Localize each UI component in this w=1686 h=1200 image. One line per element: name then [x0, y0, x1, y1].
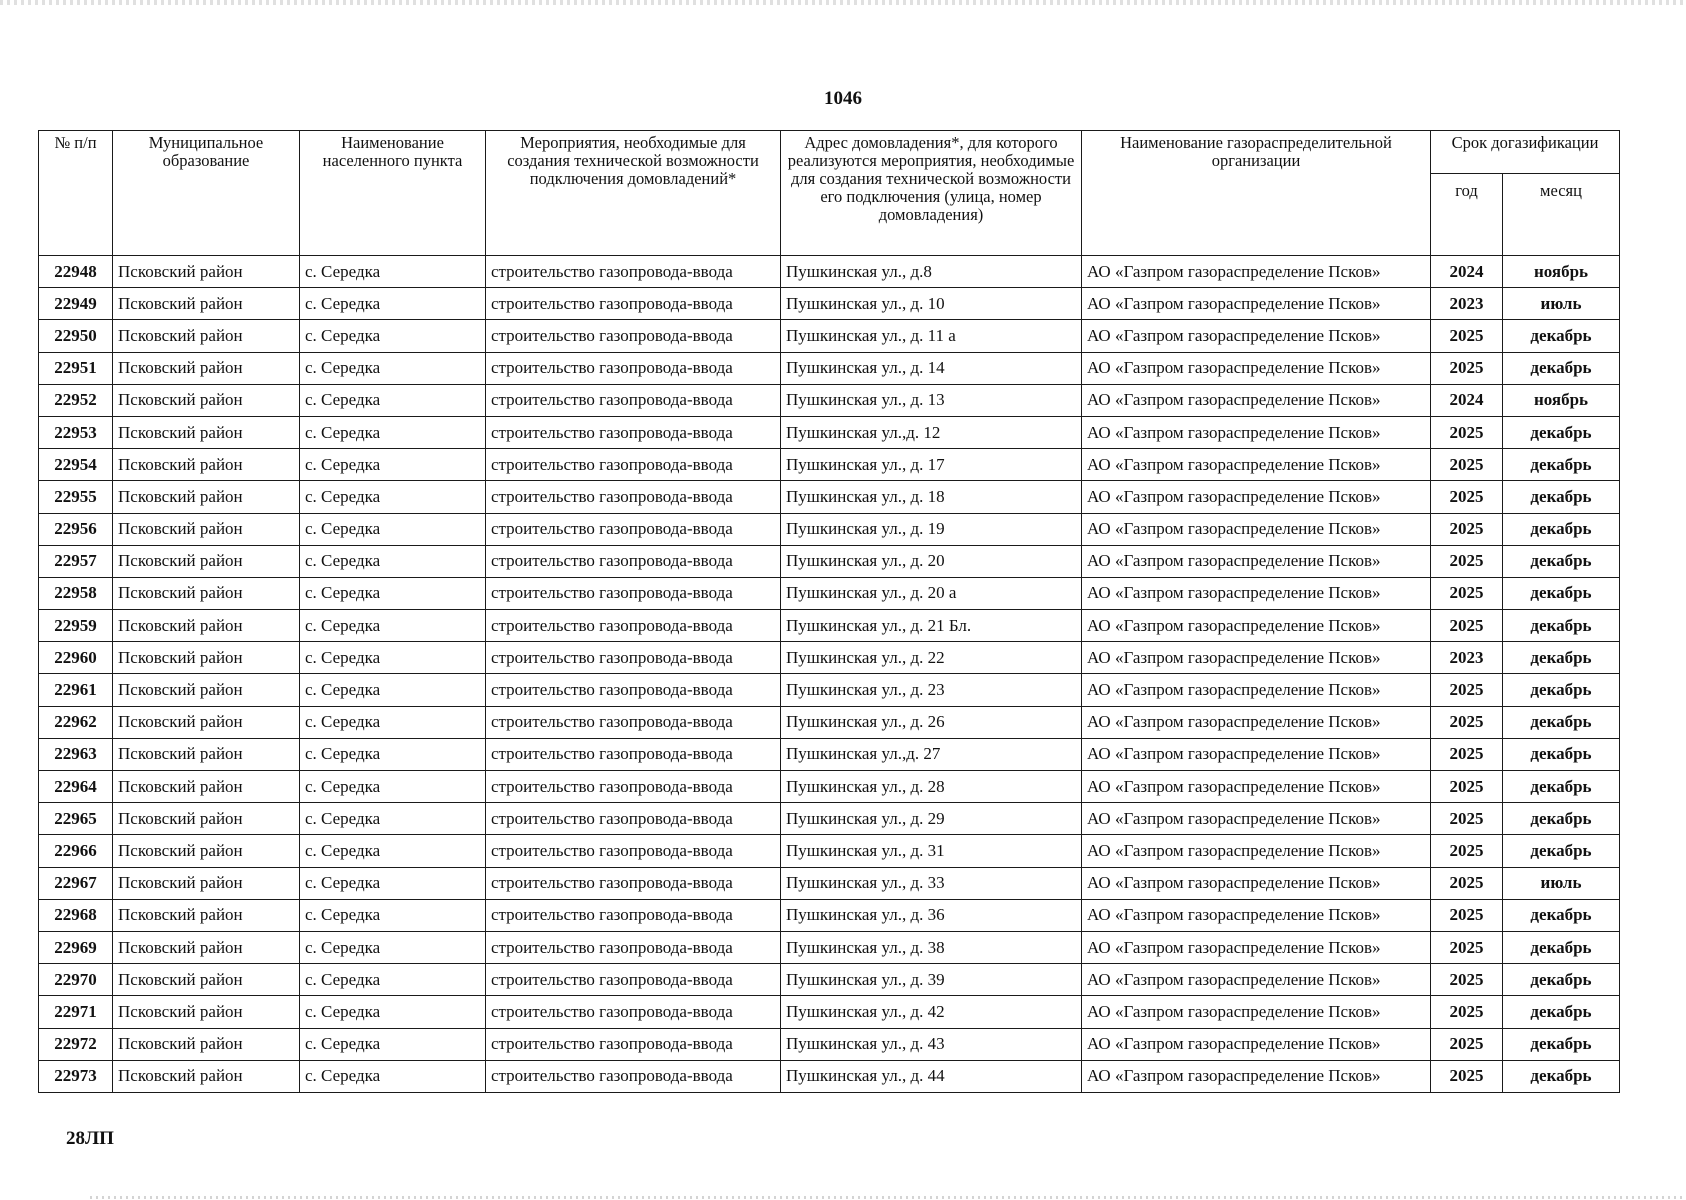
cell-month: декабрь [1503, 513, 1620, 545]
cell-municipality: Псковский район [113, 738, 300, 770]
cell-month: ноябрь [1503, 384, 1620, 416]
cell-settlement: с. Середка [300, 835, 486, 867]
cell-month: декабрь [1503, 771, 1620, 803]
cell-address: Пушкинская ул., д. 43 [781, 1028, 1082, 1060]
cell-settlement: с. Середка [300, 513, 486, 545]
page-number: 1046 [824, 88, 862, 109]
cell-municipality: Псковский район [113, 706, 300, 738]
cell-organization: АО «Газпром газораспределение Псков» [1082, 513, 1431, 545]
cell-address: Пушкинская ул., д. 26 [781, 706, 1082, 738]
table-row [39, 996, 1620, 1028]
cell-measures: строительство газопровода-ввода [486, 771, 781, 803]
cell-measures: строительство газопровода-ввода [486, 416, 781, 448]
scan-edge-top [0, 0, 1686, 5]
cell-num: 22952 [39, 384, 113, 416]
cell-measures: строительство газопровода-ввода [486, 738, 781, 770]
cell-month: декабрь [1503, 610, 1620, 642]
cell-month: декабрь [1503, 738, 1620, 770]
cell-organization: АО «Газпром газораспределение Псков» [1082, 256, 1431, 288]
cell-address: Пушкинская ул., д. 20 [781, 545, 1082, 577]
cell-municipality: Псковский район [113, 320, 300, 352]
cell-year: 2025 [1431, 738, 1503, 770]
cell-organization: АО «Газпром газораспределение Псков» [1082, 288, 1431, 320]
cell-address: Пушкинская ул., д. 11 а [781, 320, 1082, 352]
table-row [39, 803, 1620, 835]
cell-organization: АО «Газпром газораспределение Псков» [1082, 771, 1431, 803]
cell-year: 2025 [1431, 964, 1503, 996]
cell-address: Пушкинская ул., д. 31 [781, 835, 1082, 867]
cell-year: 2025 [1431, 803, 1503, 835]
cell-address: Пушкинская ул., д. 42 [781, 996, 1082, 1028]
cell-month: декабрь [1503, 352, 1620, 384]
table-row [39, 384, 1620, 416]
cell-year: 2025 [1431, 449, 1503, 481]
cell-municipality: Псковский район [113, 352, 300, 384]
cell-municipality: Псковский район [113, 996, 300, 1028]
cell-address: Пушкинская ул., д. 22 [781, 642, 1082, 674]
cell-organization: АО «Газпром газораспределение Псков» [1082, 803, 1431, 835]
cell-measures: строительство газопровода-ввода [486, 256, 781, 288]
cell-address: Пушкинская ул., д. 33 [781, 867, 1082, 899]
table-row [39, 899, 1620, 931]
table-row [39, 256, 1620, 288]
cell-year: 2025 [1431, 1060, 1503, 1092]
cell-num: 22969 [39, 931, 113, 963]
cell-organization: АО «Газпром газораспределение Псков» [1082, 964, 1431, 996]
cell-address: Пушкинская ул., д. 29 [781, 803, 1082, 835]
cell-num: 22971 [39, 996, 113, 1028]
cell-year: 2025 [1431, 481, 1503, 513]
cell-settlement: с. Середка [300, 964, 486, 996]
cell-municipality: Псковский район [113, 449, 300, 481]
cell-measures: строительство газопровода-ввода [486, 1060, 781, 1092]
header-settlement: Наименование населенного пункта [300, 131, 486, 256]
cell-settlement: с. Середка [300, 996, 486, 1028]
cell-measures: строительство газопровода-ввода [486, 481, 781, 513]
cell-settlement: с. Середка [300, 642, 486, 674]
cell-measures: строительство газопровода-ввода [486, 996, 781, 1028]
table-row [39, 1028, 1620, 1060]
cell-month: декабрь [1503, 996, 1620, 1028]
table-row [39, 577, 1620, 609]
cell-year: 2025 [1431, 352, 1503, 384]
cell-year: 2025 [1431, 835, 1503, 867]
table-row [39, 288, 1620, 320]
cell-month: декабрь [1503, 320, 1620, 352]
cell-year: 2025 [1431, 416, 1503, 448]
cell-num: 22950 [39, 320, 113, 352]
cell-year: 2024 [1431, 256, 1503, 288]
cell-num: 22954 [39, 449, 113, 481]
cell-address: Пушкинская ул.,д. 27 [781, 738, 1082, 770]
table-row [39, 545, 1620, 577]
cell-municipality: Псковский район [113, 931, 300, 963]
cell-organization: АО «Газпром газораспределение Псков» [1082, 642, 1431, 674]
cell-municipality: Псковский район [113, 256, 300, 288]
cell-measures: строительство газопровода-ввода [486, 964, 781, 996]
cell-settlement: с. Середка [300, 803, 486, 835]
cell-settlement: с. Середка [300, 771, 486, 803]
cell-num: 22948 [39, 256, 113, 288]
cell-address: Пушкинская ул., д. 19 [781, 513, 1082, 545]
cell-municipality: Псковский район [113, 545, 300, 577]
cell-year: 2025 [1431, 899, 1503, 931]
cell-municipality: Псковский район [113, 867, 300, 899]
cell-settlement: с. Середка [300, 1060, 486, 1092]
header-organization: Наименование газораспределительной организации [1082, 131, 1431, 256]
cell-month: декабрь [1503, 481, 1620, 513]
cell-address: Пушкинская ул., д. 20 а [781, 577, 1082, 609]
cell-month: декабрь [1503, 706, 1620, 738]
cell-measures: строительство газопровода-ввода [486, 642, 781, 674]
header-municipality: Муниципальное образование [113, 131, 300, 256]
cell-year: 2025 [1431, 771, 1503, 803]
cell-municipality: Псковский район [113, 803, 300, 835]
cell-month: июль [1503, 288, 1620, 320]
cell-settlement: с. Середка [300, 931, 486, 963]
cell-measures: строительство газопровода-ввода [486, 449, 781, 481]
cell-organization: АО «Газпром газораспределение Псков» [1082, 1060, 1431, 1092]
header-deadline: Срок догазификации [1431, 131, 1620, 174]
cell-measures: строительство газопровода-ввода [486, 835, 781, 867]
cell-municipality: Псковский район [113, 610, 300, 642]
cell-settlement: с. Середка [300, 352, 486, 384]
cell-measures: строительство газопровода-ввода [486, 513, 781, 545]
cell-month: июль [1503, 867, 1620, 899]
cell-organization: АО «Газпром газораспределение Псков» [1082, 320, 1431, 352]
cell-organization: АО «Газпром газораспределение Псков» [1082, 449, 1431, 481]
cell-municipality: Псковский район [113, 513, 300, 545]
cell-num: 22949 [39, 288, 113, 320]
cell-settlement: с. Середка [300, 288, 486, 320]
cell-num: 22953 [39, 416, 113, 448]
cell-measures: строительство газопровода-ввода [486, 1028, 781, 1060]
cell-year: 2025 [1431, 545, 1503, 577]
cell-organization: АО «Газпром газораспределение Псков» [1082, 416, 1431, 448]
cell-month: декабрь [1503, 642, 1620, 674]
cell-num: 22963 [39, 738, 113, 770]
cell-month: декабрь [1503, 1060, 1620, 1092]
cell-num: 22956 [39, 513, 113, 545]
cell-settlement: с. Середка [300, 867, 486, 899]
cell-year: 2023 [1431, 288, 1503, 320]
cell-organization: АО «Газпром газораспределение Псков» [1082, 996, 1431, 1028]
cell-month: ноябрь [1503, 256, 1620, 288]
cell-measures: строительство газопровода-ввода [486, 384, 781, 416]
table-body [39, 256, 1620, 1093]
cell-municipality: Псковский район [113, 416, 300, 448]
cell-settlement: с. Середка [300, 577, 486, 609]
cell-month: декабрь [1503, 964, 1620, 996]
cell-organization: АО «Газпром газораспределение Псков» [1082, 674, 1431, 706]
cell-measures: строительство газопровода-ввода [486, 320, 781, 352]
cell-month: декабрь [1503, 803, 1620, 835]
cell-settlement: с. Середка [300, 384, 486, 416]
table-row [39, 513, 1620, 545]
header-year: год [1431, 174, 1503, 256]
cell-settlement: с. Середка [300, 256, 486, 288]
cell-settlement: с. Середка [300, 449, 486, 481]
cell-municipality: Псковский район [113, 835, 300, 867]
cell-measures: строительство газопровода-ввода [486, 610, 781, 642]
cell-measures: строительство газопровода-ввода [486, 674, 781, 706]
cell-num: 22957 [39, 545, 113, 577]
gasification-table-wrap [38, 130, 1619, 1093]
table-row [39, 481, 1620, 513]
cell-year: 2025 [1431, 1028, 1503, 1060]
cell-year: 2025 [1431, 320, 1503, 352]
cell-municipality: Псковский район [113, 771, 300, 803]
cell-year: 2023 [1431, 642, 1503, 674]
cell-organization: АО «Газпром газораспределение Псков» [1082, 481, 1431, 513]
header-num: № п/п [39, 131, 113, 256]
cell-year: 2025 [1431, 513, 1503, 545]
cell-num: 22964 [39, 771, 113, 803]
cell-year: 2025 [1431, 867, 1503, 899]
table-row [39, 867, 1620, 899]
cell-month: декабрь [1503, 577, 1620, 609]
cell-settlement: с. Середка [300, 1028, 486, 1060]
cell-month: декабрь [1503, 931, 1620, 963]
cell-num: 22960 [39, 642, 113, 674]
cell-organization: АО «Газпром газораспределение Псков» [1082, 706, 1431, 738]
cell-measures: строительство газопровода-ввода [486, 867, 781, 899]
cell-municipality: Псковский район [113, 899, 300, 931]
cell-municipality: Псковский район [113, 964, 300, 996]
cell-address: Пушкинская ул., д. 17 [781, 449, 1082, 481]
cell-address: Пушкинская ул., д. 28 [781, 771, 1082, 803]
table-row [39, 1060, 1620, 1092]
cell-address: Пушкинская ул., д. 21 Бл. [781, 610, 1082, 642]
cell-num: 22958 [39, 577, 113, 609]
cell-address: Пушкинская ул., д.8 [781, 256, 1082, 288]
table-row [39, 352, 1620, 384]
table-row [39, 674, 1620, 706]
cell-address: Пушкинская ул.,д. 12 [781, 416, 1082, 448]
cell-address: Пушкинская ул., д. 39 [781, 964, 1082, 996]
cell-num: 22968 [39, 899, 113, 931]
cell-measures: строительство газопровода-ввода [486, 352, 781, 384]
cell-num: 22970 [39, 964, 113, 996]
cell-num: 22967 [39, 867, 113, 899]
cell-municipality: Псковский район [113, 674, 300, 706]
gasification-table [38, 130, 1620, 1093]
cell-month: декабрь [1503, 1028, 1620, 1060]
cell-num: 22955 [39, 481, 113, 513]
cell-settlement: с. Середка [300, 416, 486, 448]
cell-organization: АО «Газпром газораспределение Псков» [1082, 545, 1431, 577]
table-row [39, 835, 1620, 867]
cell-municipality: Псковский район [113, 1060, 300, 1092]
cell-measures: строительство газопровода-ввода [486, 577, 781, 609]
cell-municipality: Псковский район [113, 577, 300, 609]
cell-measures: строительство газопровода-ввода [486, 931, 781, 963]
cell-num: 22959 [39, 610, 113, 642]
cell-address: Пушкинская ул., д. 38 [781, 931, 1082, 963]
table-row [39, 449, 1620, 481]
cell-num: 22972 [39, 1028, 113, 1060]
cell-measures: строительство газопровода-ввода [486, 288, 781, 320]
cell-year: 2025 [1431, 674, 1503, 706]
cell-year: 2025 [1431, 577, 1503, 609]
cell-month: декабрь [1503, 835, 1620, 867]
cell-organization: АО «Газпром газораспределение Псков» [1082, 610, 1431, 642]
table-row [39, 964, 1620, 996]
cell-settlement: с. Середка [300, 738, 486, 770]
cell-year: 2024 [1431, 384, 1503, 416]
cell-measures: строительство газопровода-ввода [486, 706, 781, 738]
header-month: месяц [1503, 174, 1620, 256]
cell-organization: АО «Газпром газораспределение Псков» [1082, 899, 1431, 931]
cell-settlement: с. Середка [300, 674, 486, 706]
cell-settlement: с. Середка [300, 320, 486, 352]
cell-address: Пушкинская ул., д. 36 [781, 899, 1082, 931]
cell-address: Пушкинская ул., д. 14 [781, 352, 1082, 384]
table-row [39, 931, 1620, 963]
cell-year: 2025 [1431, 706, 1503, 738]
table-header [39, 131, 1620, 256]
cell-num: 22965 [39, 803, 113, 835]
cell-year: 2025 [1431, 996, 1503, 1028]
cell-year: 2025 [1431, 610, 1503, 642]
cell-organization: АО «Газпром газораспределение Псков» [1082, 738, 1431, 770]
cell-month: декабрь [1503, 674, 1620, 706]
cell-address: Пушкинская ул., д. 13 [781, 384, 1082, 416]
table-row [39, 610, 1620, 642]
footer-code: 28ЛП [66, 1128, 114, 1149]
table-row [39, 416, 1620, 448]
cell-month: декабрь [1503, 416, 1620, 448]
table-row [39, 320, 1620, 352]
cell-num: 22962 [39, 706, 113, 738]
cell-year: 2025 [1431, 931, 1503, 963]
scan-edge-bottom [90, 1196, 1686, 1199]
cell-organization: АО «Газпром газораспределение Псков» [1082, 867, 1431, 899]
table-row [39, 706, 1620, 738]
cell-address: Пушкинская ул., д. 44 [781, 1060, 1082, 1092]
cell-municipality: Псковский район [113, 384, 300, 416]
cell-settlement: с. Середка [300, 545, 486, 577]
header-address: Адрес домовладения*, для которого реализуются мероприятия, необходимые для создания технической возможности его подключения (улица, номер домовладения) [781, 131, 1082, 256]
cell-month: декабрь [1503, 449, 1620, 481]
cell-organization: АО «Газпром газораспределение Псков» [1082, 352, 1431, 384]
cell-settlement: с. Середка [300, 481, 486, 513]
table-row [39, 738, 1620, 770]
cell-settlement: с. Середка [300, 610, 486, 642]
cell-organization: АО «Газпром газораспределение Псков» [1082, 577, 1431, 609]
cell-num: 22951 [39, 352, 113, 384]
cell-organization: АО «Газпром газораспределение Псков» [1082, 835, 1431, 867]
table-row [39, 642, 1620, 674]
cell-organization: АО «Газпром газораспределение Псков» [1082, 931, 1431, 963]
table-row [39, 771, 1620, 803]
header-measures: Мероприятия, необходимые для создания технической возможности подключения домовладений* [486, 131, 781, 256]
cell-settlement: с. Середка [300, 899, 486, 931]
cell-municipality: Псковский район [113, 1028, 300, 1060]
cell-address: Пушкинская ул., д. 23 [781, 674, 1082, 706]
cell-municipality: Псковский район [113, 642, 300, 674]
cell-num: 22973 [39, 1060, 113, 1092]
cell-num: 22961 [39, 674, 113, 706]
cell-measures: строительство газопровода-ввода [486, 803, 781, 835]
cell-address: Пушкинская ул., д. 10 [781, 288, 1082, 320]
cell-organization: АО «Газпром газораспределение Псков» [1082, 384, 1431, 416]
cell-municipality: Псковский район [113, 481, 300, 513]
cell-measures: строительство газопровода-ввода [486, 899, 781, 931]
cell-address: Пушкинская ул., д. 18 [781, 481, 1082, 513]
cell-measures: строительство газопровода-ввода [486, 545, 781, 577]
cell-municipality: Псковский район [113, 288, 300, 320]
cell-settlement: с. Середка [300, 706, 486, 738]
cell-organization: АО «Газпром газораспределение Псков» [1082, 1028, 1431, 1060]
cell-num: 22966 [39, 835, 113, 867]
cell-month: декабрь [1503, 545, 1620, 577]
cell-month: декабрь [1503, 899, 1620, 931]
